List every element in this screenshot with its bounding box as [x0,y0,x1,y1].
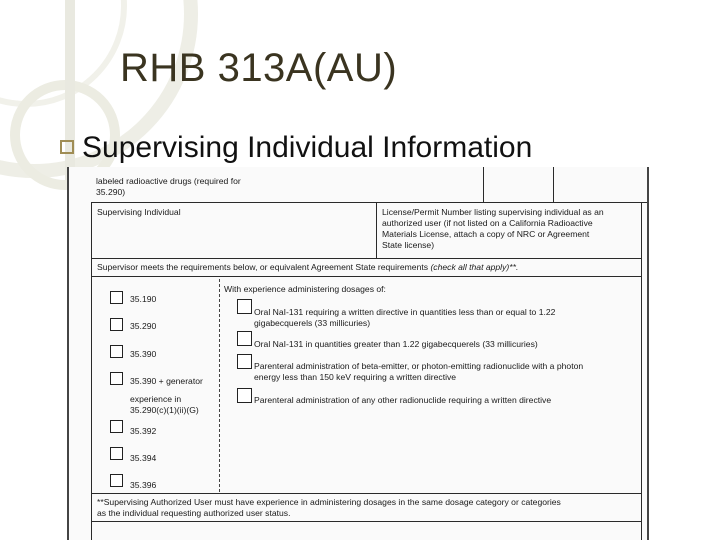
checkbox-parenteral-beta[interactable] [237,354,252,369]
section-label: 35.394 [130,453,157,463]
experience-option: Parenteral administration of any other radionuclide requiring a written directive [254,395,552,405]
slide-title: RHB 313A(AU) [120,46,398,90]
experience-option: Oral NaI-131 requiring a written directive in quantities less than or equal to 1.22 [254,307,556,317]
checkbox-oral-nai-high[interactable] [237,331,252,346]
checkbox-35-394[interactable] [110,447,123,460]
section-label: 35.392 [130,426,157,436]
experience-header: With experience administering dosages of: [224,284,386,294]
license-label: Materials License, attach a copy of NRC or Agreement [382,229,590,239]
slide-subtitle: Supervising Individual Information [82,131,533,164]
experience-option: Parenteral administration of beta-emitter, or photon-emitting radionuclide with a photon [254,361,584,371]
supervising-label: Supervising Individual [97,207,181,217]
license-label: authorized user (if not listed on a California Radioactive [382,218,593,228]
form-scan [67,167,649,540]
checkbox-35-190[interactable] [110,291,123,304]
footnote: **Supervising Authorized User must have experience in administering dosages in the same dosage category or categories [97,497,561,507]
license-label: State license) [382,240,435,250]
checkbox-parenteral-other[interactable] [237,388,252,403]
section-label: 35.190 [130,294,157,304]
section-label: 35.290 [130,321,157,331]
checkbox-35-392[interactable] [110,420,123,433]
decorative-ring [0,0,127,107]
bullet-icon [60,140,74,154]
section-label: 35.396 [130,480,157,490]
footnote: as the individual requesting authorized user status. [97,508,291,518]
experience-option: gigabecquerels (33 millicuries) [254,318,371,328]
checkbox-oral-nai-low[interactable] [237,299,252,314]
experience-option: Oral NaI-131 in quantities greater than 1.22 gigabecquerels (33 millicuries) [254,339,538,349]
license-label: License/Permit Number listing supervising individual as an [382,207,604,217]
section-label: 35.390 [130,349,157,359]
form-text: labeled radioactive drugs (required for [96,176,241,186]
section-label-extra: 35.290(c)(1)(ii)(G) [130,405,199,415]
checkbox-35-390-generator[interactable] [110,372,123,385]
slide-bullet [60,131,532,165]
experience-option: energy less than 150 keV requiring a written directive [254,372,457,382]
checkbox-35-390[interactable] [110,345,123,358]
section-label-extra: experience in [130,394,182,404]
form-text: 35.290) [96,187,126,197]
checkbox-35-290[interactable] [110,318,123,331]
checkbox-35-396[interactable] [110,474,123,487]
requirements-label: Supervisor meets the requirements below, or equivalent Agreement State requirements (check all that apply)**. [97,262,519,272]
section-label: 35.390 + generator [130,376,203,386]
